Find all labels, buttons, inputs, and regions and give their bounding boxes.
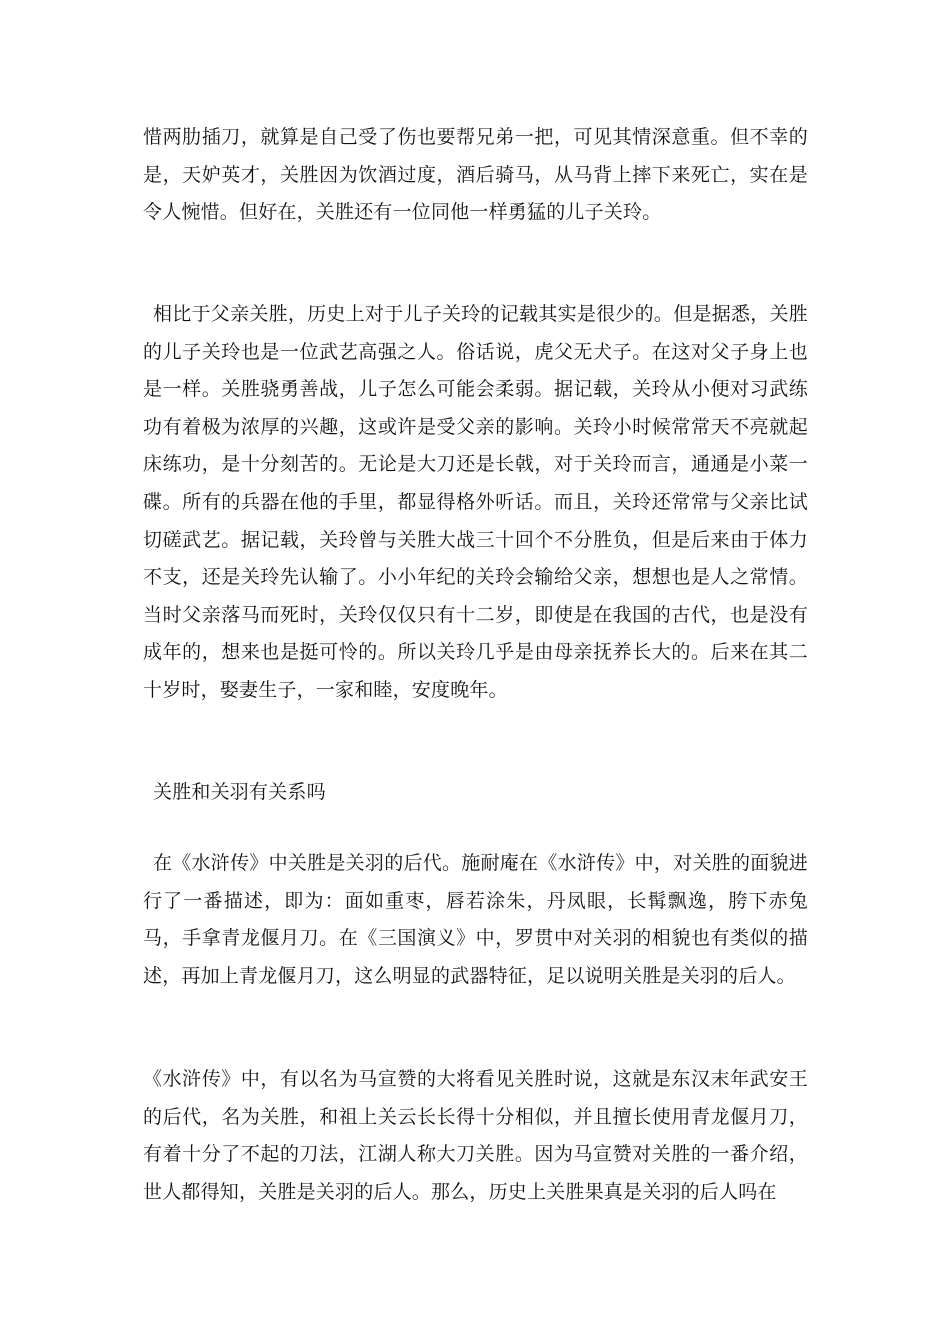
section-heading (143, 774, 808, 812)
section-heading-text: 关胜和关羽有关系吗 (153, 781, 326, 803)
paragraph-3 (143, 845, 808, 995)
paragraph-1: 惜两肋插刀，就算是自己受了伤也要帮兄弟一把，可见其情深意重。但不幸的是，天妒英才，关胜因为饮酒过度，酒后骑马，从马背上摔下来死亡，实在是令人惋惜。但好在，关胜还有一位同他一样勇猛的儿子关玲。 (143, 126, 808, 224)
paragraph-2 (143, 296, 808, 710)
paragraph-2-text: 相比于父亲关胜，历史上对于儿子关玲的记载其实是很少的。但是据悉，关胜的儿子关玲也是一位武艺高强之人。俗话说，虎父无犬子。在这对父子身上也是一样。关胜骁勇善战，儿子怎么可能会柔弱。据记载，关玲从小便对习武练功有着极为浓厚的兴趣，这或许是受父亲的影响。关玲小时候常常天不亮就起床练功，是十分刻苦的。无论是大刀还是长戟，对于关玲而言，通通是小菜一碟。所有的兵器在他的手里，都显得格外听话。而且，关玲还常常与父亲比试切磋武艺。据记载，关玲曾与关胜大战三十回个不分胜负，但是后来由于体力不支，还是关玲先认输了。小小年纪的关玲会输给父亲，想想也是人之常情。当时父亲落马而死时，关玲仅仅只有十二岁，即使是在我国的古代，也是没有成年的，想来也是挺可怜的。所以关玲几乎是由母亲抚养长大的。后来在其二十岁时，娶妻生子，一家和睦，安度晚年。 (143, 303, 808, 701)
paragraph-3-text: 在《水浒传》中关胜是关羽的后代。施耐庵在《水浒传》中，对关胜的面貌进行了一番描述，即为：面如重枣，唇若涂朱，丹凤眼，长髯飘逸，胯下赤兔马，手拿青龙偃月刀。在《三国演义》中，罗贯中对关羽的相貌也有类似的描述，再加上青龙偃月刀，这么明显的武器特征，足以说明关胜是关羽的后人。 (143, 852, 808, 987)
paragraph-4: 《水浒传》中，有以名为马宣赞的大将看见关胜时说，这就是东汉末年武安王的后代，名为关胜，和祖上关云长长得十分相似，并且擅长使用青龙偃月刀，有着十分了不起的刀法，江湖人称大刀关胜。因为马宣赞对关胜的一番介绍，世人都得知，关胜是关羽的后人。那么，历史上关胜果真是关羽的后人吗在 (143, 1068, 808, 1203)
